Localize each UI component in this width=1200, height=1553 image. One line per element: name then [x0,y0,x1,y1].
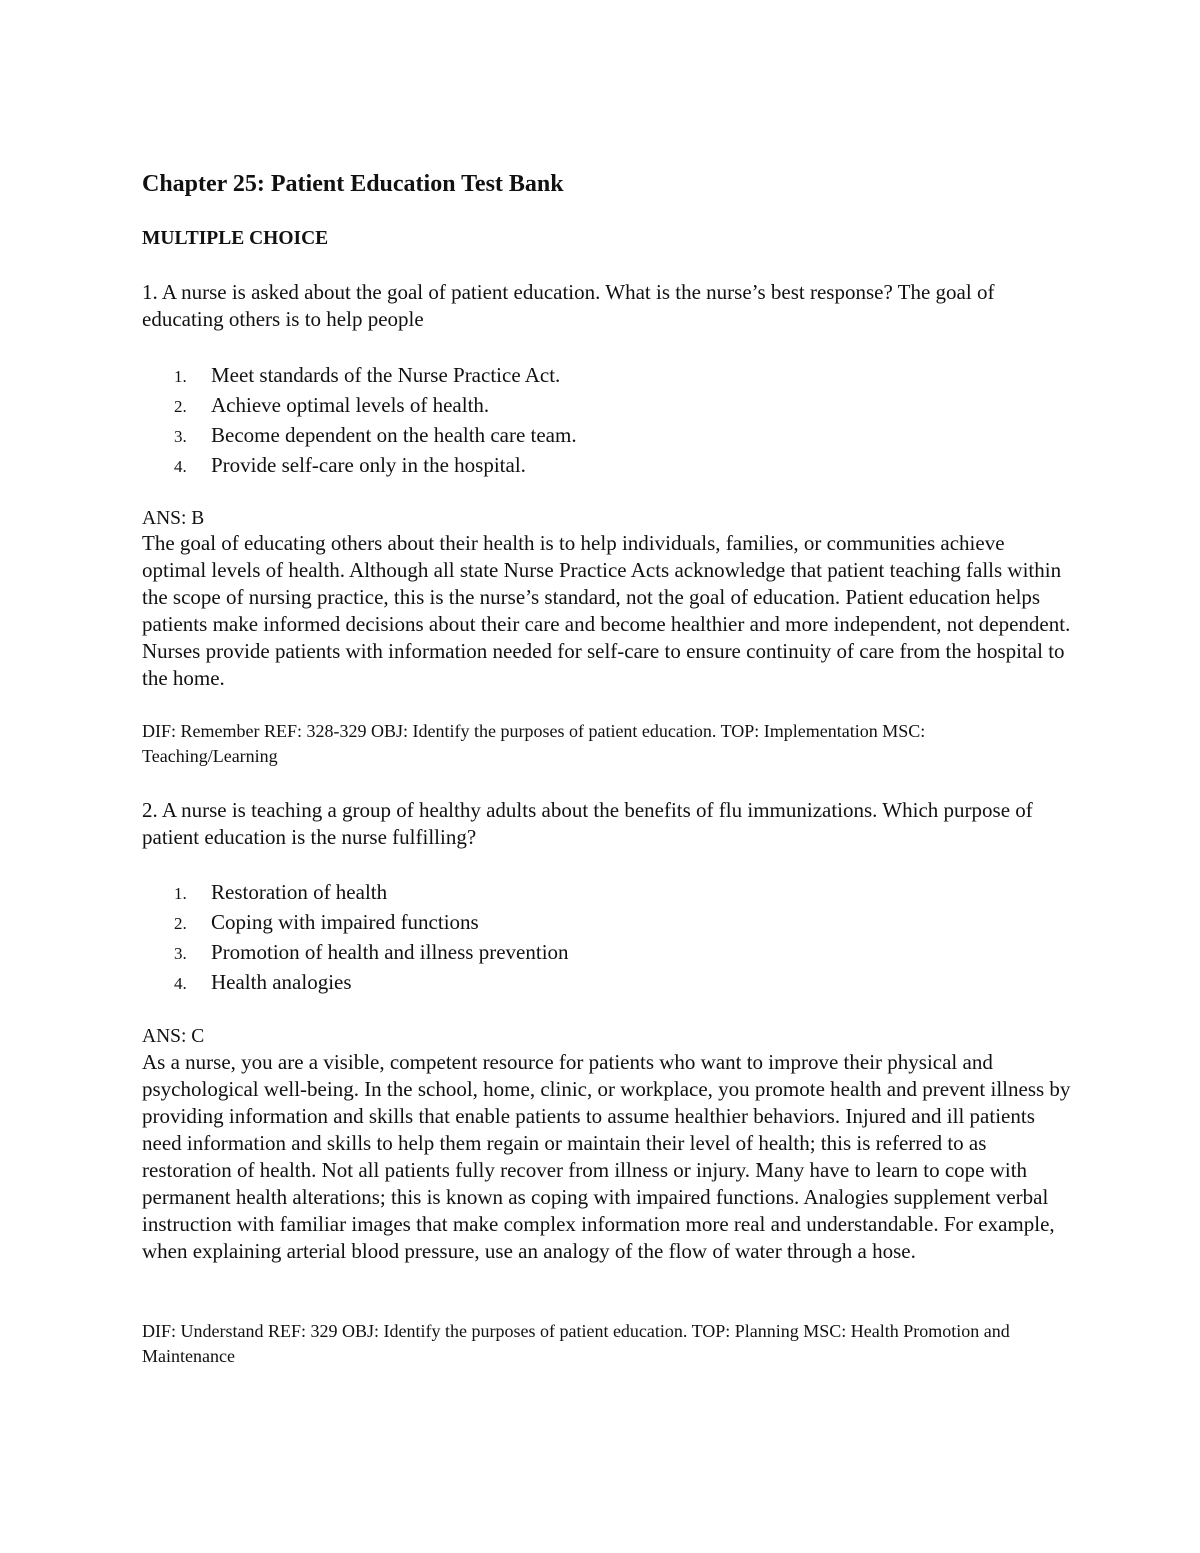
option-text: Coping with impaired functions [211,910,479,934]
option-text: Achieve optimal levels of health. [211,393,490,417]
option-text: Provide self-care only in the hospital. [211,453,526,477]
option-number: 2. [174,914,187,933]
question-2-option-4 [142,967,842,997]
option-number: 4. [174,457,187,476]
section-heading: MULTIPLE CHOICE [142,228,329,249]
question-1-rationale: The goal of educating others about their health is to help individuals, families, or communities achieve optimal levels of health. Although all state Nurse Practice Acts acknowledge that patient teaching falls within the scope of nursing practice, this is the nurse’s standard, not the goal of education. Patient education helps patients make informed decisions about their care and become healthier and more independent, not dependent. Nurses provide patients with information needed for self-care to ensure continuity of care from the hospital to the home. [142,531,1071,690]
question-2-options [142,877,842,997]
option-text: Promotion of health and illness prevention [211,940,569,964]
question-2-rationale: As a nurse, you are a visible, competent resource for patients who want to improve their physical and psychological well-being. In the school, home, clinic, or workplace, you promote health and prevent illness by providing information and skills that enable patients to assume healthier behaviors. Injured and ill patients need information and skills to help them regain or maintain their level of health; this is referred to as restoration of health. Not all patients fully recover from illness or injury. Many have to learn to cope with permanent health alterations; this is known as coping with impaired functions. Analogies supplement verbal instruction with familiar images that make complex information more real and understandable. For example, when explaining arterial blood pressure, use an analogy of the flow of water through a hose. [142,1050,1071,1263]
question-1-option-3 [142,420,842,450]
option-number: 1. [174,367,187,386]
question-1-option-2 [142,390,842,420]
question-1-option-1 [142,360,842,390]
question-1-metadata: DIF: Remember REF: 328-329 OBJ: Identify the purposes of patient education. TOP: Implementation MSC: Teaching/Learning [142,721,926,766]
document-title: Chapter 25: Patient Education Test Bank [142,171,564,197]
question-2-option-2 [142,907,842,937]
option-text: Meet standards of the Nurse Practice Act. [211,363,561,387]
question-1-stem: 1. A nurse is asked about the goal of patient education. What is the nurse’s best response? The goal of educating others is to help people [142,280,995,331]
option-text: Restoration of health [211,880,388,904]
option-number: 3. [174,944,187,963]
question-1-options [142,360,842,480]
question-2-option-3 [142,937,842,967]
question-2-metadata: DIF: Understand REF: 329 OBJ: Identify the purposes of patient education. TOP: Planning MSC: Health Promotion and Maintenance [142,1321,1010,1366]
option-number: 4. [174,974,187,993]
question-1-option-4 [142,450,842,480]
question-2-option-1 [142,877,842,907]
option-text: Health analogies [211,970,352,994]
question-1-answer: ANS: B [142,508,205,529]
option-number: 2. [174,397,187,416]
option-number: 1. [174,884,187,903]
question-2-stem: 2. A nurse is teaching a group of healthy adults about the benefits of flu immunizations. Which purpose of patient education is the nurse fulfilling? [142,798,1033,849]
option-number: 3. [174,427,187,446]
option-text: Become dependent on the health care team. [211,423,577,447]
question-2-answer: ANS: C [142,1026,205,1047]
